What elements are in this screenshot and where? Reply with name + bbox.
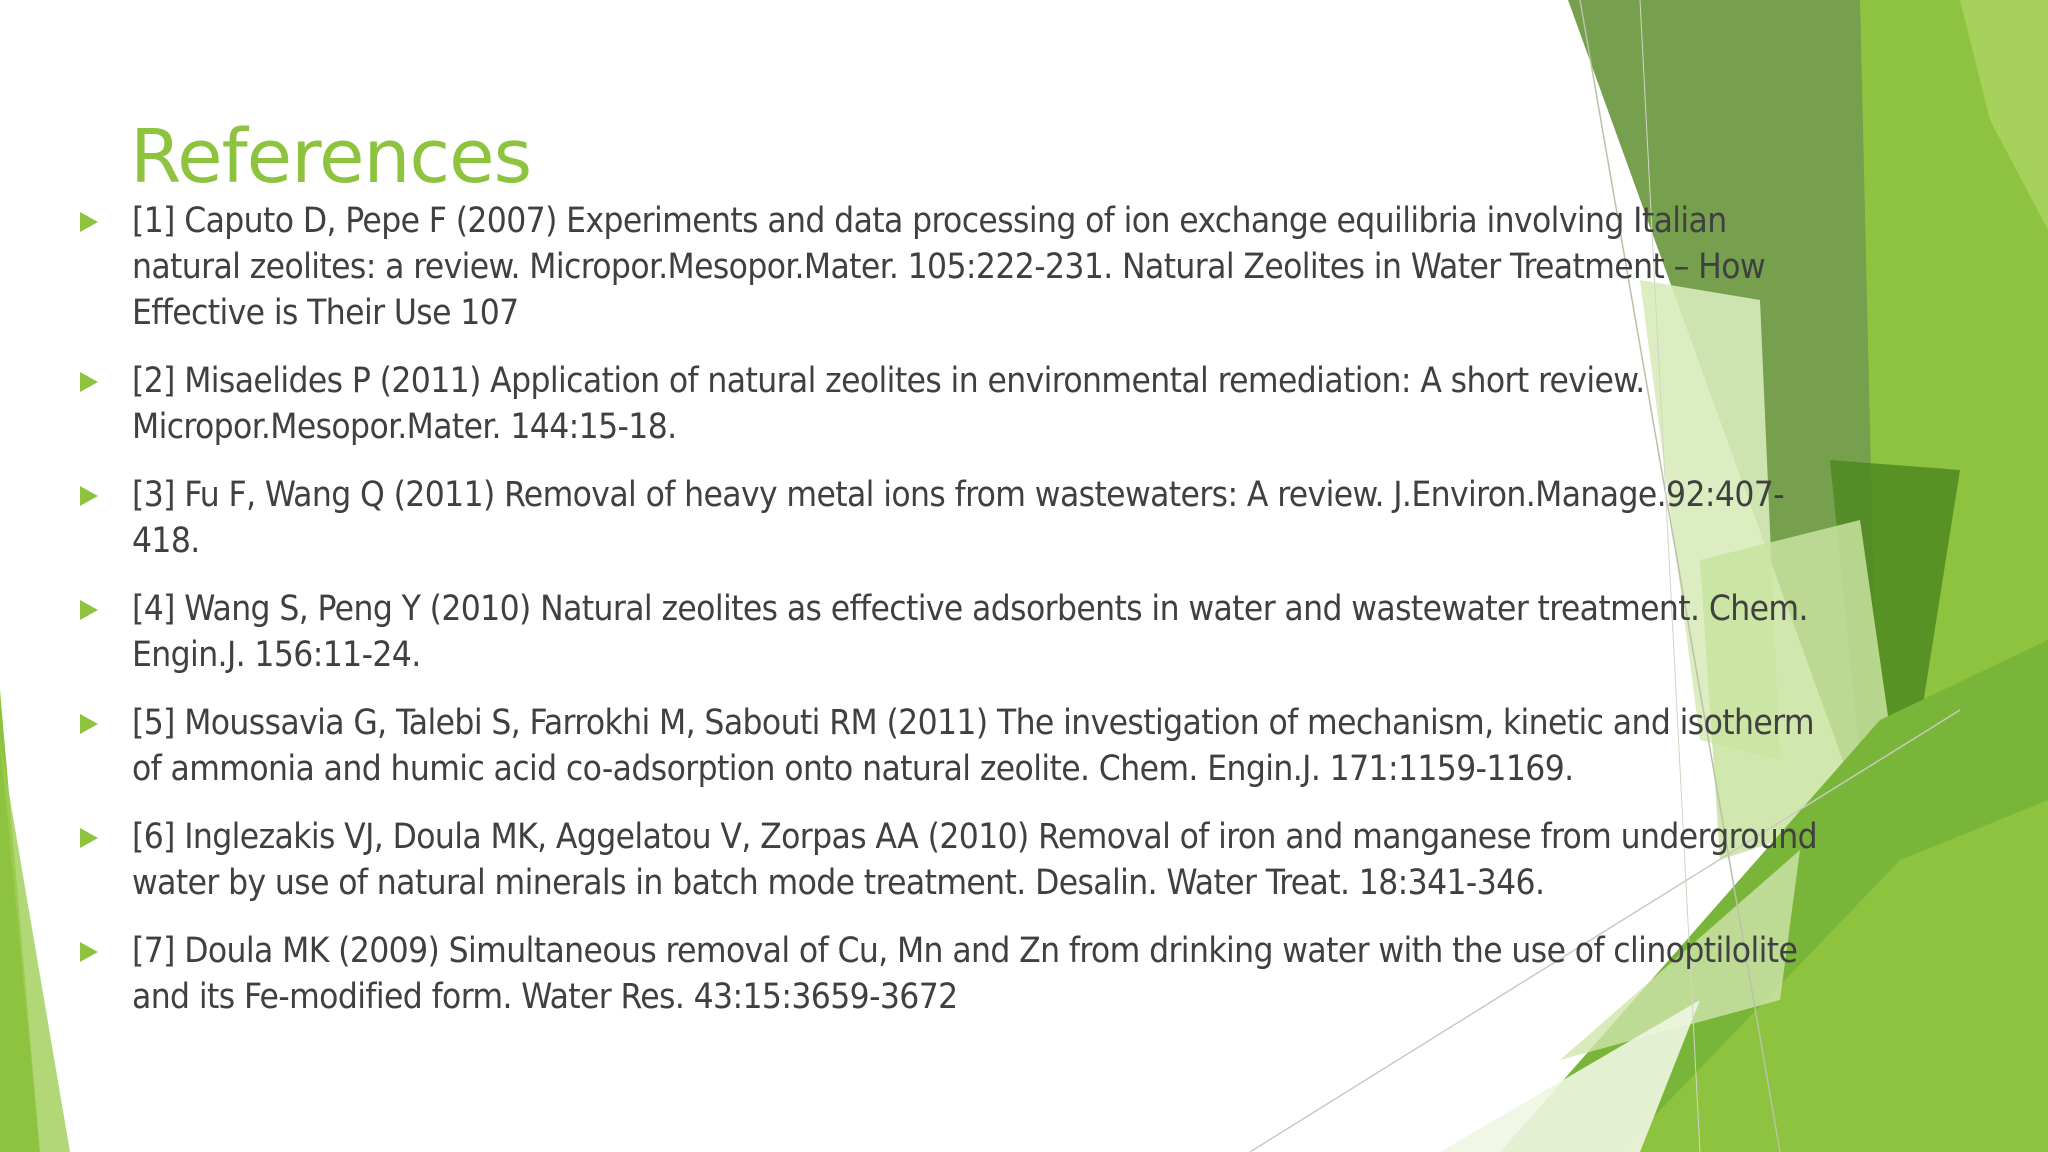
slide-title: References (130, 114, 532, 200)
reference-item-4 (0, 586, 1842, 678)
reference-item-3 (0, 472, 1842, 564)
reference-text: [6] Inglezakis VJ, Doula MK, Aggelatou V, Zorpas AA (2010) Removal of iron and manganese from underground water by use of natural minerals in batch mode treatment. Desalin. Water Treat. 18:341-346. (132, 817, 1818, 903)
reference-item-2 (0, 358, 1842, 450)
reference-text: [3] Fu F, Wang Q (2011) Removal of heavy metal ions from wastewaters: A review. J.Environ.Manage.92:407-418. (132, 475, 1784, 561)
reference-item-1 (0, 198, 1842, 336)
triangle-bullet-icon (80, 212, 98, 232)
reference-list (0, 198, 1880, 1042)
reference-text: [4] Wang S, Peng Y (2010) Natural zeolites as effective adsorbents in water and wastewater treatment. Chem. Engin.J. 156:11-24. (132, 589, 1808, 675)
triangle-bullet-icon (80, 372, 98, 392)
reference-item-5 (0, 700, 1842, 792)
triangle-bullet-icon (80, 942, 98, 962)
reference-text: [7] Doula MK (2009) Simultaneous removal of Cu, Mn and Zn from drinking water with the use of clinoptilolite and its Fe-modified form. Water Res. 43:15:3659-3672 (132, 931, 1798, 1017)
reference-item-7 (0, 928, 1842, 1020)
triangle-bullet-icon (80, 714, 98, 734)
triangle-bullet-icon (80, 486, 98, 506)
reference-text: [5] Moussavia G, Talebi S, Farrokhi M, Sabouti RM (2011) The investigation of mechanism, kinetic and isotherm of ammonia and humic acid co-adsorption onto natural zeolite. Chem. Engin.J. 171:1159-1169. (132, 703, 1814, 789)
reference-item-6 (0, 814, 1842, 906)
triangle-bullet-icon (80, 828, 98, 848)
reference-text: [1] Caputo D, Pepe F (2007) Experiments and data processing of ion exchange equilibria involving Italian natural zeolites: a review. Micropor.Mesopor.Mater. 105:222-231. Natural Zeolites in Water Treatment – How Effective is Their Use 107 (132, 201, 1766, 333)
triangle-bullet-icon (80, 600, 98, 620)
reference-text: [2] Misaelides P (2011) Application of natural zeolites in environmental remediation: A short review. Micropor.Mesopor.Mater. 144:15-18. (132, 361, 1645, 447)
